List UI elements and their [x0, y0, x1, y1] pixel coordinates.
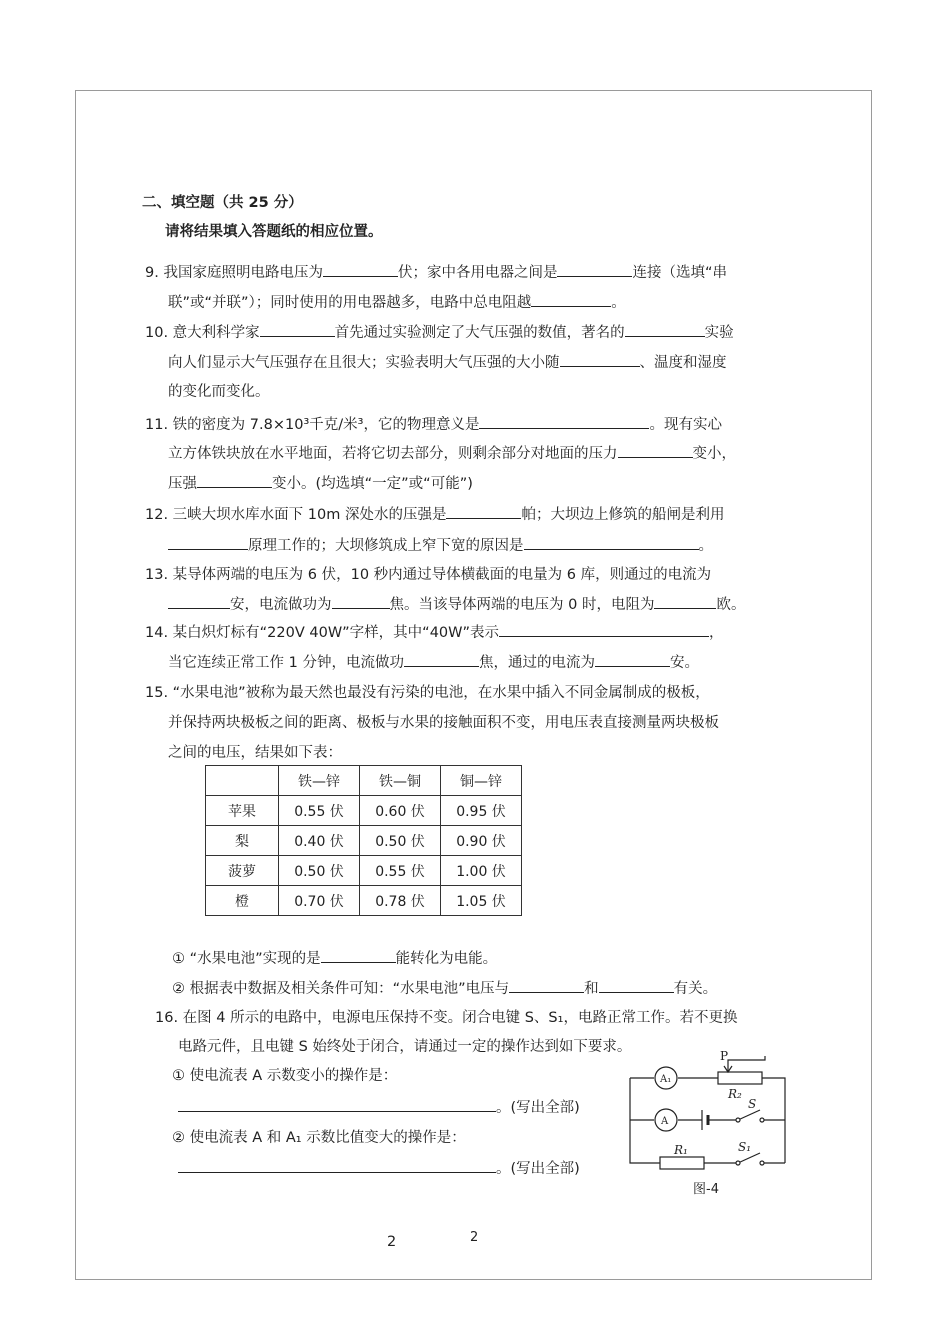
figure-caption: 图-4 [693, 1182, 719, 1197]
table-row: 苹果 0.55 伏 0.60 伏 0.95 伏 [206, 796, 522, 826]
circuit-diagram-figure-4 [620, 1050, 795, 1200]
answer-blank [599, 978, 674, 993]
label-s: S [748, 1097, 757, 1111]
q10-line1: 10. 意大利科学家 首先通过实验测定了大气压强的数值，著名的 实验 [145, 322, 734, 343]
q12-line1: 12. 三峡大坝水库水面下 10m 深处水的压强是 帕；大坝边上修筑的船闸是利用 [145, 504, 724, 525]
answer-blank [654, 594, 716, 609]
switch-s1-contact [760, 1161, 764, 1165]
q10-line2: 向人们显示大气压强存在且很大；实验表明大气压强的大小随 、温度和湿度 [168, 352, 727, 373]
answer-blank [499, 622, 709, 637]
answer-blank [178, 1097, 496, 1112]
q15-sub2: ② 根据表中数据及相关条件可知：“水果电池”电压与 和 有关。 [172, 978, 717, 999]
q15-sub1: ① “水果电池”实现的是 能转化为电能。 [172, 948, 497, 969]
label-a1: A₁ [660, 1074, 672, 1085]
q16-sub1: ① 使电流表 A 示数变小的操作是： [172, 1068, 398, 1084]
answer-blank [260, 322, 335, 337]
answer-blank [557, 262, 632, 277]
q14-line1: 14. 某白炽灯标有“220V 40W”字样，其中“40W”表示 ， [145, 622, 724, 643]
label-r2: R₂ [728, 1087, 742, 1101]
answer-blank [595, 652, 670, 667]
answer-blank [323, 262, 398, 277]
resistor-r2 [718, 1072, 762, 1084]
resistor-r1 [660, 1157, 704, 1169]
answer-blank [404, 652, 479, 667]
q9-line1: 9. 我国家庭照明电路电压为 伏；家中各用电器之间是 连接（选填“串 [145, 262, 727, 283]
table-row: 梨 0.40 伏 0.50 伏 0.90 伏 [206, 826, 522, 856]
q13-line1: 13. 某导体两端的电压为 6 伏，10 秒内通过导体横截面的电量为 6 库，则通过的电流为 [145, 567, 712, 583]
page-number-right: 2 [470, 1230, 479, 1245]
answer-blank [524, 535, 699, 550]
q16-line2: 电路元件，且电键 S 始终处于闭合，请通过一定的操作达到如下要求。 [178, 1039, 632, 1055]
q11-line3: 压强 变小。(均选填“一定”或“可能”) [168, 473, 473, 494]
q15-line2: 并保持两块极板之间的距离、极板与水果的接触面积不变，用电压表直接测量两块极板 [168, 715, 719, 731]
answer-blank [618, 443, 693, 458]
q16-sub2-answer: 。(写出全部) [178, 1158, 580, 1179]
label-a: A [661, 1116, 669, 1127]
fruit-battery-table [205, 765, 522, 916]
q9-line2: 联”或“并联”）；同时使用的用电器越多，电路中总电阻越 。 [168, 292, 626, 313]
answer-blank [625, 322, 705, 337]
q15-line1: 15. “水果电池”被称为最天然也最没有污染的电池，在水果中插入不同金属制成的极板， [145, 685, 710, 701]
q16-sub2: ② 使电流表 A 和 A₁ 示数比值变大的操作是： [172, 1130, 466, 1146]
section-instruction: 请将结果填入答题纸的相应位置。 [165, 224, 383, 240]
answer-blank [560, 352, 640, 367]
answer-blank [178, 1158, 496, 1173]
q10-line3: 的变化而变化。 [168, 384, 270, 400]
switch-s-contact [736, 1118, 740, 1122]
q13-line2: 安，电流做功为 焦。当该导体两端的电压为 0 时，电阻为 欧。 [168, 594, 745, 615]
answer-blank [446, 504, 521, 519]
answer-blank [321, 948, 396, 963]
answer-blank [197, 473, 272, 488]
answer-blank [531, 292, 611, 307]
table-header-row: 铁—锌 铁—铜 铜—锌 [206, 766, 522, 796]
switch-s1-contact [736, 1161, 740, 1165]
q16-sub1-answer: 。(写出全部) [178, 1097, 580, 1118]
q15-line3: 之间的电压，结果如下表： [168, 745, 342, 761]
q12-line2: 原理工作的；大坝修筑成上窄下宽的原因是 。 [168, 535, 713, 556]
table-row: 橙 0.70 伏 0.78 伏 1.05 伏 [206, 886, 522, 916]
q16-line1: 16. 在图 4 所示的电路中，电源电压保持不变。闭合电键 S、S₁，电路正常工作。若不更换 [155, 1010, 738, 1026]
q14-line2: 当它连续正常工作 1 分钟，电流做功 焦，通过的电流为 安。 [168, 652, 699, 673]
q11-line1: 11. 铁的密度为 7.8×10³千克/米³，它的物理意义是 。现有实心 [145, 414, 722, 435]
answer-blank [509, 978, 584, 993]
section-title: 二、填空题（共 25 分） [142, 195, 303, 211]
answer-blank [168, 535, 248, 550]
label-s1: S₁ [738, 1140, 752, 1154]
slider-wire [728, 1056, 765, 1072]
answer-blank [479, 414, 649, 429]
table-row: 菠萝 0.50 伏 0.55 伏 1.00 伏 [206, 856, 522, 886]
page-number-left: 2 [387, 1234, 397, 1250]
answer-blank [332, 594, 390, 609]
switch-s1-blade [738, 1153, 760, 1163]
q11-line2: 立方体铁块放在水平地面，若将它切去部分，则剩余部分对地面的压力 变小， [168, 443, 736, 464]
switch-s-blade [738, 1110, 760, 1120]
switch-s-contact [760, 1118, 764, 1122]
label-r1: R₁ [674, 1143, 688, 1157]
label-p: P [720, 1050, 729, 1063]
answer-blank [168, 594, 230, 609]
